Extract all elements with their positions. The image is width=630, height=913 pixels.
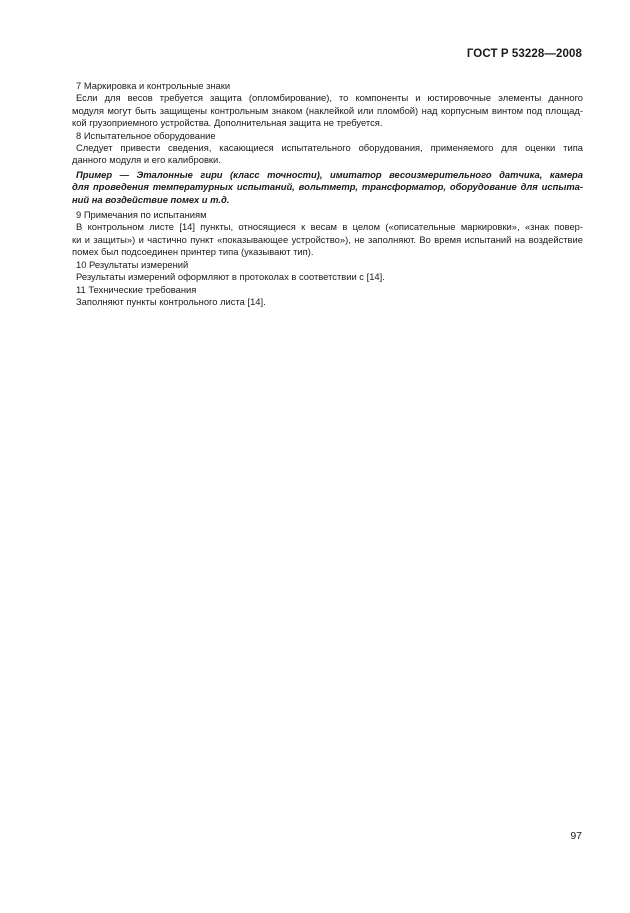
- section-7: [72, 80, 583, 130]
- paragraph-line: Следует привести сведения, касающиеся испытательного оборудования, применяемого для оценки типа: [76, 142, 583, 154]
- paragraph-line: В контрольном листе [14] пункты, относящиеся к весам в целом («описательные маркировки», «знак повер-: [76, 221, 583, 233]
- section-11: [75, 284, 583, 309]
- paragraph-line: Заполняют пункты контрольного листа [14].: [76, 295, 266, 307]
- paragraph-line: Если для весов требуется защита (опломбирование), то компоненты и юстировочные элементы данного: [76, 92, 583, 104]
- section-heading: 8 Испытательное оборудование: [76, 129, 216, 141]
- example-line: ний на воздействие помех и т.д.: [72, 193, 230, 205]
- section-heading: 11 Технические требования: [76, 283, 197, 295]
- section-10: [75, 259, 583, 284]
- example-line: для проведения температурных испытаний, вольтметр, трансформатор, оборудование для испыта-: [72, 181, 583, 193]
- paragraph-line: данного модуля и его калибровки.: [72, 154, 221, 166]
- paragraph-line: помех был подсоединен принтер типа (указывают тип).: [72, 246, 314, 258]
- page-number: 97: [570, 830, 582, 842]
- example-line: Пример — Эталонные гири (класс точности), имитатор весоизмерительного датчика, камера: [76, 168, 583, 180]
- section-8: [72, 129, 583, 206]
- paragraph-line: Результаты измерений оформляют в протоколах в соответствии с [14].: [76, 271, 385, 283]
- paragraph-line: ки и защиты») и частично пункт «показывающее устройство»), не заполняют. Во время испытаний на воздействие: [72, 233, 583, 245]
- section-heading: 9 Примечания по испытаниям: [76, 209, 207, 221]
- document-code-header: ГОСТ Р 53228—2008: [466, 48, 582, 60]
- section-heading: 10 Результаты измерений: [76, 258, 189, 270]
- section-9: [72, 209, 583, 259]
- section-heading: 7 Маркировка и контрольные знаки: [76, 80, 231, 91]
- document-body: [72, 80, 583, 308]
- paragraph-line: модуля могут быть защищены контрольным знаком (наклейкой или пломбой) над корпусным винтом под площад-: [72, 104, 583, 116]
- paragraph-line: кой грузоприемного устройства. Дополнительная защита не требуется.: [72, 117, 383, 129]
